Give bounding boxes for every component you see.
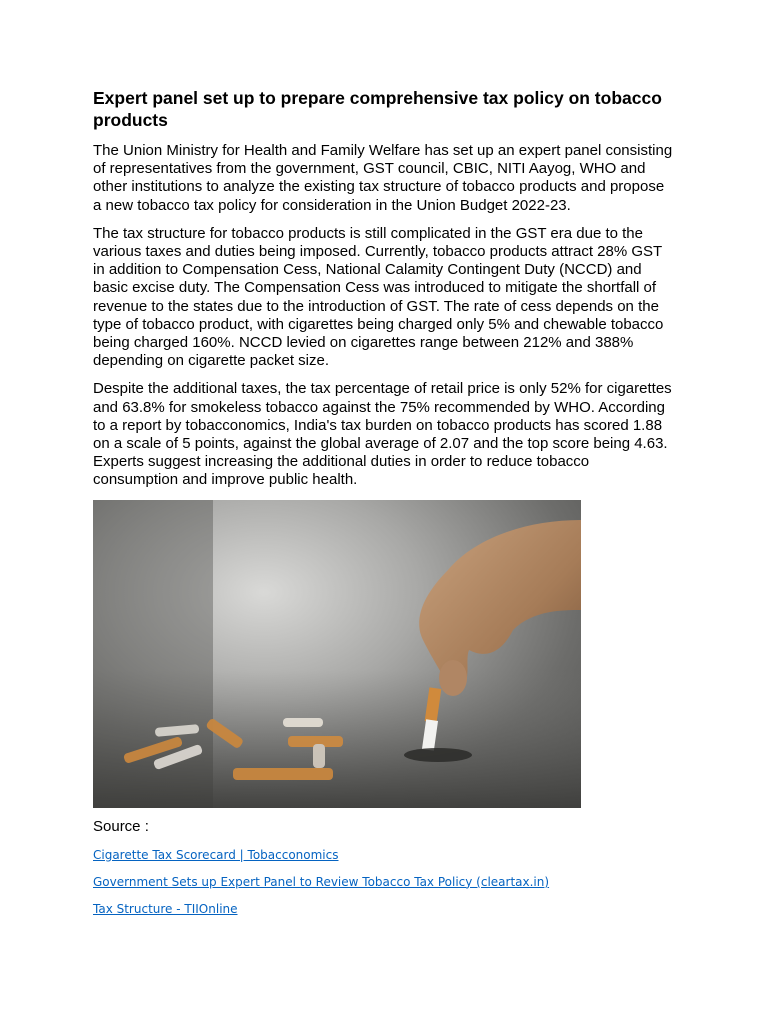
paragraph-tax-burden: Despite the additional taxes, the tax percentage of retail price is only 52% for cigarettes and 63.8% for smokeless tobacco against the 75% recommended by WHO. According to a report by tobacconomics, India's tax burden on tobacco products has scored 1.88 on a scale of 5 points, against the global average of 2.07 and the top score being 4.63. Experts suggest increasing the additional duties in order to reduce tobacco consumption and improve public health.: [93, 380, 672, 489]
link-cigarette-tax-scorecard[interactable]: Cigarette Tax Scorecard | Tobacconomics: [93, 847, 339, 862]
document-page: [93, 87, 673, 929]
source-label: Source :: [93, 817, 149, 835]
paragraph-tax-structure: The tax structure for tobacco products is still complicated in the GST era due to the various taxes and duties being imposed. Currently, tobacco products attract 28% GST in addition to Compensation Cess, National Calamity Contingent Duty (NCCD) and basic excise duty. The Compensation Cess was introduced to mitigate the shortfall of revenue to the states due to the introduction of GST. The rate of cess depends on the type of tobacco product, with cigarettes being charged only 5% and chewable tobacco being charged 160%. NCCD levied on cigarettes range between 212% and 388% depending on cigarette packet size.: [93, 224, 664, 370]
link-cleartax-expert-panel[interactable]: Government Sets up Expert Panel to Review Tobacco Tax Policy (cleartax.in): [93, 874, 550, 889]
cigarette-photo-drawing: [93, 500, 581, 808]
paragraph-intro: The Union Ministry for Health and Family Welfare has set up an expert panel consisting of representatives from the government, GST council, CBIC, NITI Aayog, WHO and other institutions to analyze the existing tax structure of tobacco products and propose a new tobacco tax policy for consideration in the Union Budget 2022-23.: [93, 142, 673, 214]
cigarette-stub-photo: [93, 500, 581, 808]
link-tax-structure-tiionline[interactable]: Tax Structure - TIIOnline: [93, 901, 238, 916]
article-title: Expert panel set up to prepare comprehensive tax policy on tobacco products: [93, 88, 662, 130]
